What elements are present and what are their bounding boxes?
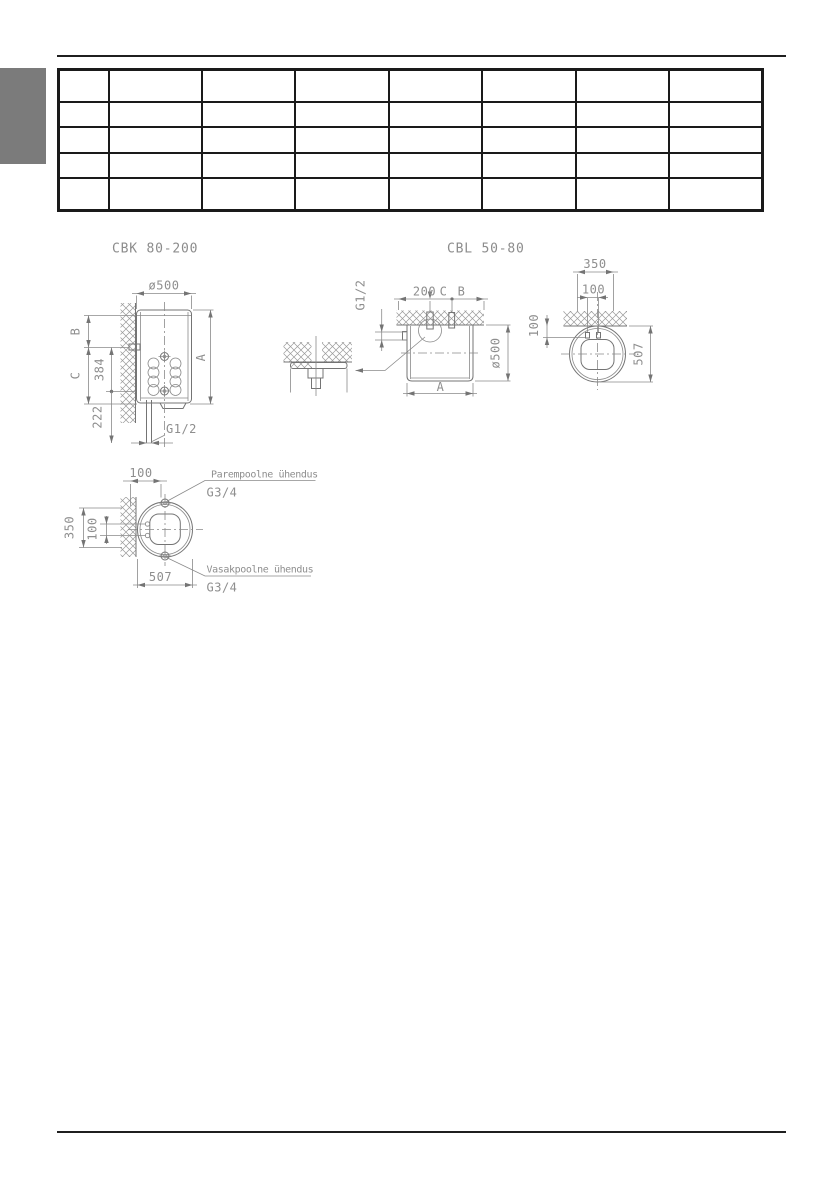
dim-label-100-left: 100 — [527, 313, 541, 338]
dim-label-g12: G1/2 — [353, 279, 368, 311]
right-connection-leader — [167, 481, 316, 502]
dim-label-507: 507 — [148, 570, 173, 584]
dim-label-507: 507 — [631, 342, 646, 366]
left-connection-size: G3/4 — [206, 580, 238, 595]
dim-label-dia500: ø500 — [488, 337, 503, 369]
cbl-drawing — [284, 242, 654, 397]
dim-label-350: 350 — [62, 515, 77, 540]
dim-label-100-top: 100 — [129, 466, 153, 480]
dim-label-dia500: ø500 — [148, 278, 180, 293]
ceiling-hatch — [397, 311, 485, 326]
cbk-side-view — [69, 242, 214, 449]
mount-bolt-head — [308, 369, 323, 379]
bottom-rule — [57, 1131, 786, 1133]
dim-label-b: B — [457, 284, 466, 299]
dim-label-222: 222 — [90, 405, 105, 429]
dim-label-a: A — [436, 380, 445, 394]
dim-label-c: C — [68, 371, 83, 380]
dim-label-384: 384 — [92, 357, 107, 382]
dim-label-a: A — [194, 353, 208, 362]
dim-label-g12-bottom: G1/2 — [166, 422, 197, 436]
side-stub — [403, 332, 408, 341]
cbl-end-view — [527, 257, 653, 390]
left-connection-label: Vasakpoolne ühendus — [206, 564, 314, 576]
upper-connection-screw — [159, 351, 171, 363]
right-connection-label: Parempoolne ühendus — [211, 469, 318, 481]
cbl-mount-detail — [284, 336, 353, 396]
hanger-bolt — [586, 333, 590, 339]
tank-skirt — [160, 403, 186, 409]
wall-hatch — [121, 497, 137, 557]
outlet-pipe — [147, 400, 152, 443]
cbl-title: CBL 50-80 — [447, 241, 525, 257]
cbk-title: CBK 80-200 — [112, 241, 199, 257]
dim-label-200: 200 — [412, 284, 437, 299]
dim-label-b: B — [68, 327, 83, 336]
dia500-dim-lines — [132, 294, 196, 310]
cbl-side-view — [354, 280, 511, 397]
section-leader — [356, 337, 426, 371]
dim-label-c: C — [439, 284, 448, 299]
dim-label-350: 350 — [583, 257, 607, 271]
wall-hatch — [121, 303, 136, 423]
right-connection-size: G3/4 — [206, 485, 238, 500]
lower-connection-screw — [159, 385, 171, 397]
dim-label-100-top: 100 — [581, 282, 606, 297]
dim-label-100-left: 100 — [85, 517, 100, 541]
ceiling-hatch — [564, 311, 628, 326]
cbk-end-view — [63, 466, 319, 595]
